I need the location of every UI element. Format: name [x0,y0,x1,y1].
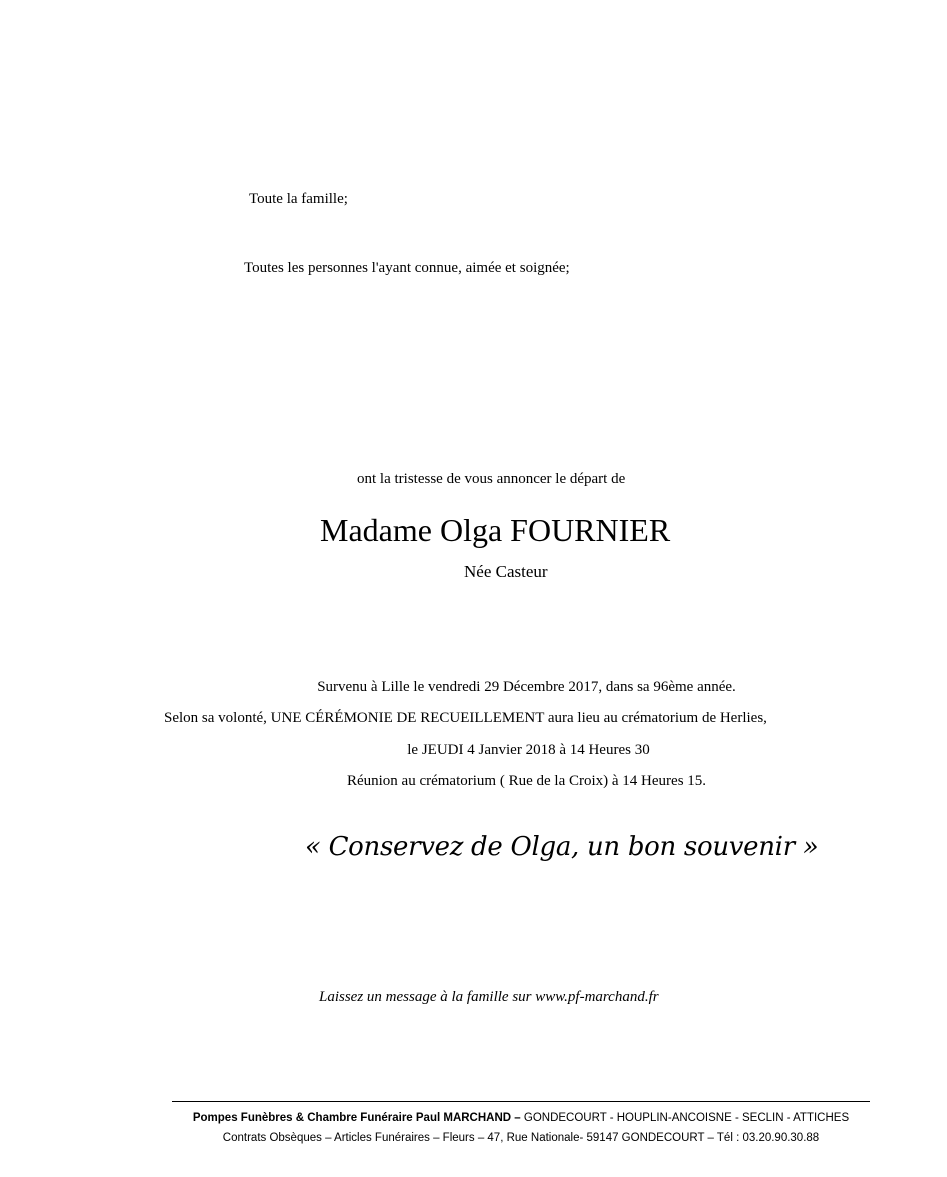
death-details-line: Survenu à Lille le vendredi 29 Décembre 2017, dans sa 96ème année. [317,679,736,695]
ceremony-line: Selon sa volonté, UNE CÉRÉMONIE DE RECUEILLEMENT aura lieu au crématorium de Herlies, [164,710,767,726]
deceased-name: Madame Olga FOURNIER [320,512,671,548]
footer-company-line [172,1112,870,1124]
footer-divider [172,1101,870,1102]
announcement-lead: ont la tristesse de vous annoncer le départ de [357,471,626,487]
maiden-name: Née Casteur [464,562,548,581]
ceremony-date-line: le JEUDI 4 Janvier 2018 à 14 Heures 30 [407,742,650,758]
intro-family-line: Toute la famille; [249,191,348,207]
footer-locations: GONDECOURT - HOUPLIN-ANCOISNE - SECLIN - ATTICHES [520,1112,850,1124]
memorial-quote: « Conservez de Olga, un bon souvenir » [305,832,819,862]
footer-services-line: Contrats Obsèques – Articles Funéraires – Fleurs – 47, Rue Nationale- 59147 GONDECOURT – Tél : 03.20.90.30.88 [222,1132,820,1144]
meeting-line: Réunion au crématorium ( Rue de la Croix) à 14 Heures 15. [346,773,707,789]
footer-company-name: Pompes Funèbres & Chambre Funéraire Paul MARCHAND – [192,1112,521,1124]
message-invitation: Laissez un message à la famille sur www.pf-marchand.fr [319,989,659,1005]
intro-persons-line: Toutes les personnes l'ayant connue, aimée et soignée; [244,260,570,276]
